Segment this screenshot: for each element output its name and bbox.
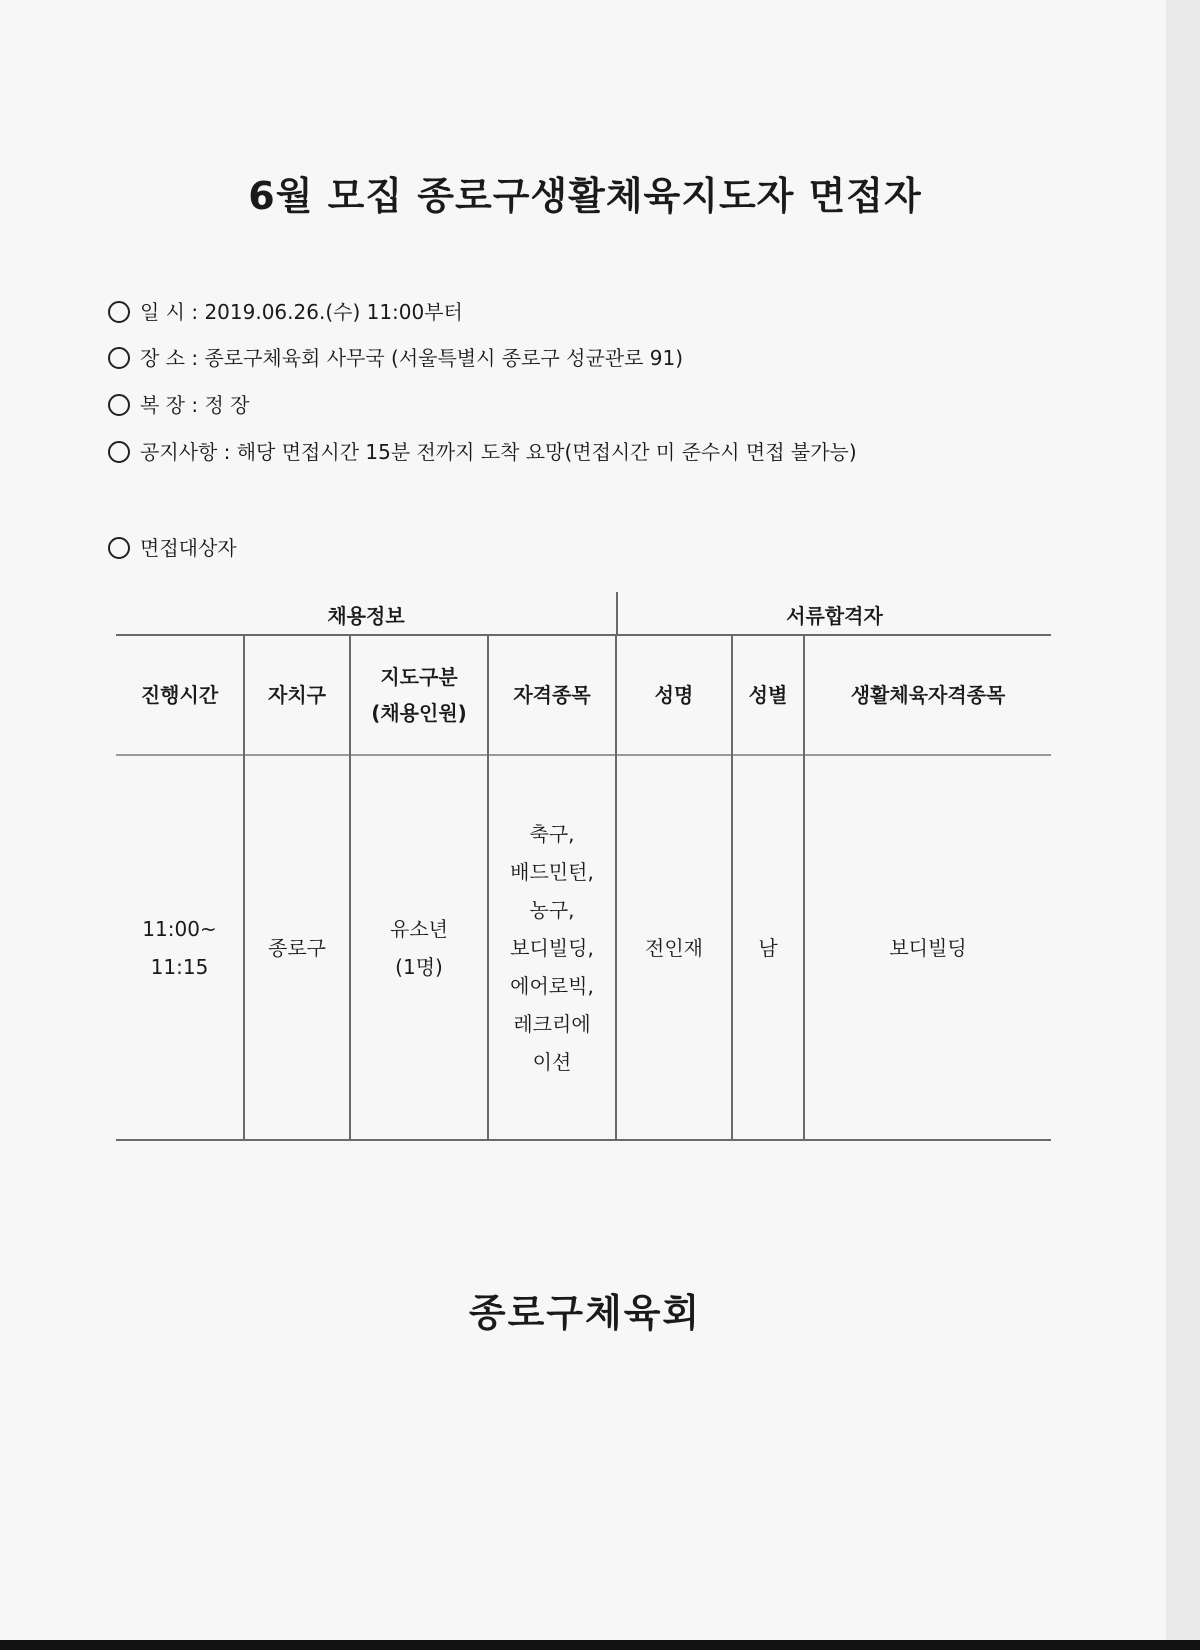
- circle-bullet-icon: [108, 537, 130, 559]
- section-interviewees: [108, 532, 237, 561]
- group-header-passed: 서류합격자: [786, 604, 883, 628]
- info-place: 장 소 : 종로구체육회 사무국 (서울특별시 종로구 성균관로 91): [108, 342, 683, 371]
- circle-bullet-icon: [108, 347, 130, 369]
- header-time: 진행시간: [116, 635, 244, 755]
- header-name: 성명: [616, 635, 732, 755]
- header-district: 자치구: [244, 635, 350, 755]
- cell-gender: 남: [732, 755, 804, 1140]
- info-date-value: 2019.06.26.(수) 11:00부터: [204, 300, 463, 324]
- info-place-label: 장 소: [140, 346, 185, 370]
- interview-table: [116, 634, 1051, 1141]
- info-dress-label: 복 장: [140, 393, 185, 417]
- table-row: [116, 755, 1051, 1140]
- issuer-name: 종로구체육회: [468, 1291, 702, 1335]
- group-header-recruitment: 채용정보: [327, 604, 405, 628]
- info-notice: 공지사항 : 해당 면접시간 15분 전까지 도착 요망(면접시간 미 준수시 면접 불가능): [108, 436, 857, 465]
- group-divider: [616, 592, 618, 636]
- cell-name: 전인재: [616, 755, 732, 1140]
- cell-sports-qualification: 보디빌딩: [804, 755, 1051, 1140]
- cell-time: 11:00~ 11:15: [116, 755, 244, 1140]
- cell-qualification: 축구, 배드민턴, 농구, 보디빌딩, 에어로빅, 레크리에 이션: [488, 755, 616, 1140]
- info-notice-value: 해당 면접시간 15분 전까지 도착 요망(면접시간 미 준수시 면접 불가능): [236, 440, 857, 464]
- info-date: 일 시 : 2019.06.26.(수) 11:00부터: [108, 296, 463, 325]
- page-edge: [1166, 0, 1200, 1650]
- info-date-label: 일 시: [140, 300, 185, 324]
- cell-district: 종로구: [244, 755, 350, 1140]
- cell-category: 유소년 (1명): [350, 755, 488, 1140]
- header-qualification: 자격종목: [488, 635, 616, 755]
- info-dress-value: 정 장: [204, 393, 250, 417]
- info-notice-label: 공지사항: [140, 440, 218, 464]
- header-gender: 성별: [732, 635, 804, 755]
- circle-bullet-icon: [108, 441, 130, 463]
- info-dress: 복 장 : 정 장: [108, 389, 249, 418]
- header-sports-qualification: 생활체육자격종목: [804, 635, 1051, 755]
- section-label: 면접대상자: [140, 536, 237, 560]
- document-title: 6월 모집 종로구생활체육지도자 면접자: [248, 174, 922, 218]
- circle-bullet-icon: [108, 394, 130, 416]
- header-category: 지도구분 (채용인원): [350, 635, 488, 755]
- info-place-value: 종로구체육회 사무국 (서울특별시 종로구 성균관로 91): [204, 346, 684, 370]
- scan-bottom-edge: [0, 1640, 1200, 1650]
- table-header-row: [116, 635, 1051, 755]
- circle-bullet-icon: [108, 301, 130, 323]
